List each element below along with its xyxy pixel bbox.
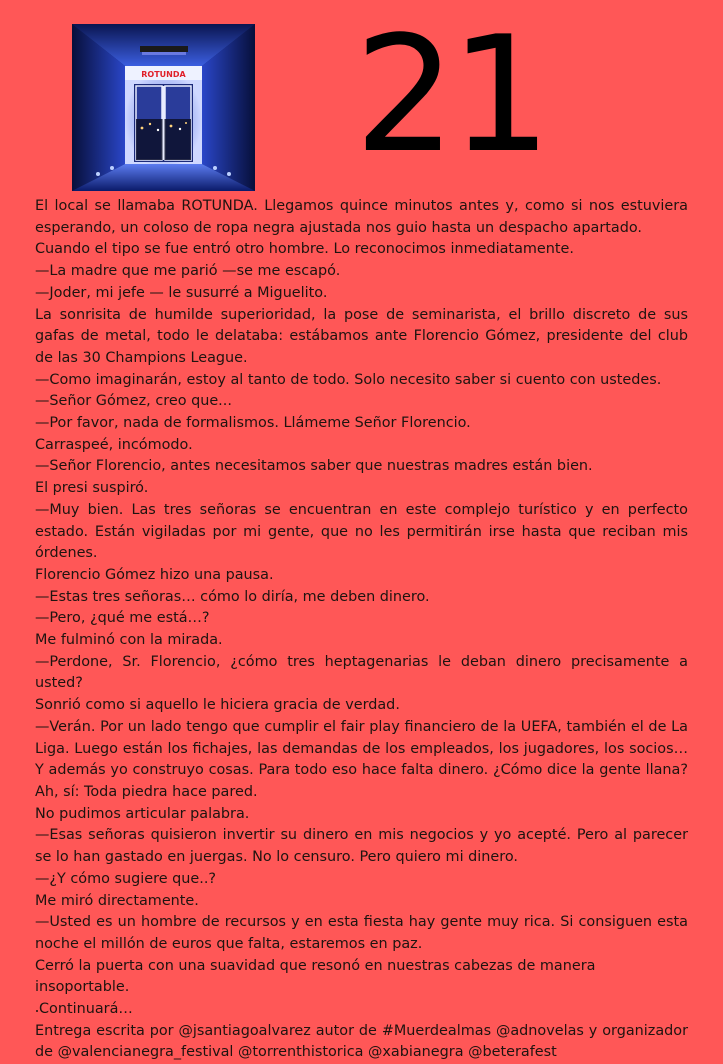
paragraph: —Señor Florencio, antes necesitamos saber que nuestras madres están bien. [35, 458, 593, 475]
paragraph: —Esas señoras quisieron invertir su dinero en mis negocios y yo acepté. Pero al parecer se lo han gastado en juergas. No lo censuro. Pero quiero mi dinero. [35, 827, 688, 866]
story-text [35, 196, 688, 1064]
paragraph: Florencio Gómez hizo una pausa. [35, 566, 274, 583]
chapter-number: 21 [354, 1, 546, 188]
paragraph: —La madre que me parió —se me escapó. [35, 263, 341, 280]
paragraph: Carraspeé, incómodo. [35, 436, 193, 453]
paragraph: El local se llamaba ROTUNDA. Llegamos quince minutos antes y, como si nos estuviera esperando, un coloso de ropa negra ajustada nos guio hasta un despacho apartado. [35, 198, 688, 236]
paragraph: —Verán. Por un lado tengo que cumplir el fair play financiero de la UEFA, también el de La Liga. Luego están los fichajes, las demandas de los empleados, los jugadores, los socios… Y además yo construyo cosas. Para todo eso hace falta dinero. ¿Cómo dice la gente llana? Ah, sí: Toda piedra hace pared. [35, 718, 688, 800]
paragraph: —Estas tres señoras… cómo lo diría, me deben dinero. [35, 588, 430, 605]
paragraph: —Por favor, nada de formalismos. Llámeme Señor Florencio. [35, 415, 471, 432]
author-credit: Entrega escrita por @jsantiagoalvarez autor de #Muerdealmas @adnovelas y organizador de @valencianegra_festival @torrenthistorica @xabianegra @beterafest [35, 1022, 688, 1061]
paragraph: —¿Y cómo sugiere que..? [35, 870, 217, 887]
continuara-label: Continuará… [39, 1001, 133, 1018]
paragraph: —Señor Gómez, creo que... [35, 393, 232, 410]
paragraph: —Perdone, Sr. Florencio, ¿cómo tres heptagenarias le deban dinero precisamente a usted? [35, 653, 688, 692]
paragraph: Cuando el tipo se fue entró otro hombre. Lo reconocimos inmediatamente. [35, 241, 574, 258]
paragraph: El presi suspiró. [35, 480, 149, 497]
paragraph: Me fulminó con la mirada. [35, 632, 223, 649]
paragraph: Sonrió como si aquello le hiciera gracia de verdad. [35, 697, 400, 714]
paragraph: —Pero, ¿qué me está…? [35, 610, 210, 627]
rotunda-photo [72, 24, 255, 191]
rotunda-sign-text: ROTUNDA [141, 70, 186, 79]
paragraph: —Muy bien. Las tres señoras se encuentran en este complejo turístico y en perfecto estado. Están vigiladas por mi gente, que no les permitirán irse hasta que reciban mis órdenes. [35, 501, 688, 562]
paragraph: No pudimos articular palabra. [35, 805, 250, 822]
paragraph: —Joder, mi jefe — le susurré a Miguelito. [35, 284, 328, 301]
paragraph: Cerró la puerta con una suavidad que resonó en nuestras cabezas de manera insoportable. [35, 957, 596, 996]
paragraph: La sonrisita de humilde superioridad, la pose de seminarista, el brillo discreto de sus gafas de metal, todo le delataba: estábamos ante Florencio Gómez, presidente del club de las 30 Champions League. [35, 306, 688, 366]
paragraph: Me miró directamente. [35, 892, 199, 909]
paragraph: —Usted es un hombre de recursos y en esta fiesta hay gente muy rica. Si consiguen esta noche el millón de euros que falta, estaremos en paz. [35, 914, 688, 952]
decorative-dot [36, 1010, 38, 1012]
paragraph: —Como imaginarán, estoy al tanto de todo. Solo necesito saber si cuento con ustedes. [35, 371, 662, 388]
